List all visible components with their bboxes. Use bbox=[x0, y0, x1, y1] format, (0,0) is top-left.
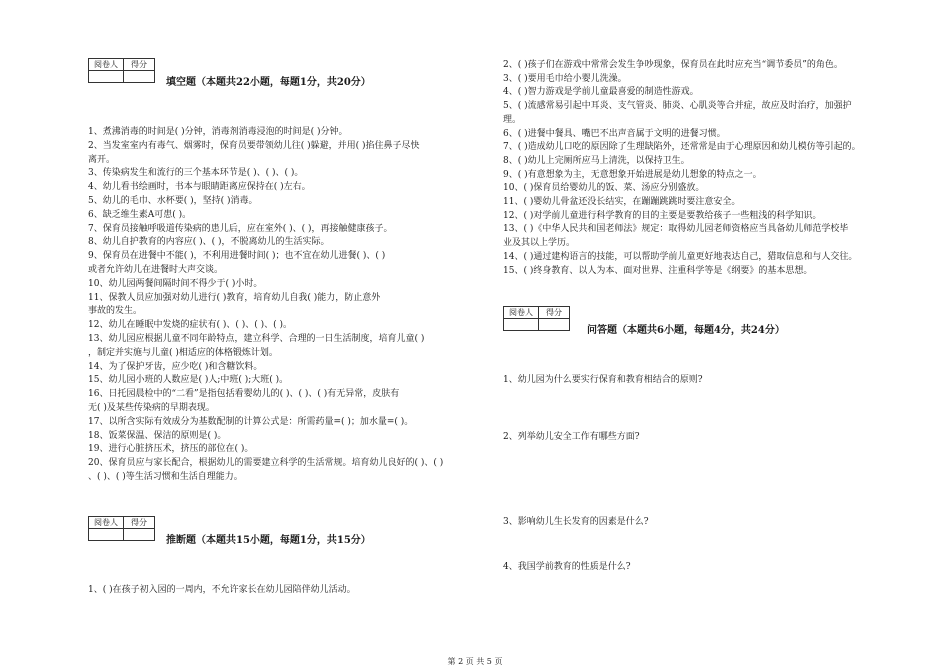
question-line: 4、( )智力游戏是学前儿童最喜爱的制造性游戏。 bbox=[503, 87, 699, 98]
score-box-fill bbox=[88, 58, 155, 83]
question-line: 14、为了保护牙齿，应少吃( )和含糖饮料。 bbox=[88, 361, 263, 372]
qa-question-1: 1、幼儿园为什么要实行保育和教育相结合的原则? bbox=[503, 375, 703, 385]
page-footer: 第 2 页 共 5 页 bbox=[447, 657, 503, 666]
question-line: 10、( )保育员给婴幼儿的饭、菜、汤应分别盛放。 bbox=[503, 183, 705, 194]
question-line: 20、保育员应与家长配合，根据幼儿的需要建立科学的生活常规。培育幼儿良好的( )、( ) bbox=[88, 458, 444, 469]
question-line: 3、( )要用毛巾给小婴儿洗澡。 bbox=[503, 73, 627, 84]
question-line: 1、煮沸消毒的时间是( )分钟，消毒剂消毒浸泡的时间是( )分钟。 bbox=[88, 127, 348, 137]
question-line: 7、保育员接触呼吸道传染病的患儿后，应在室外( )、( )，再接触健康孩子。 bbox=[88, 223, 393, 234]
question-line: 离开。 bbox=[88, 154, 116, 165]
score-box-judge bbox=[88, 516, 155, 541]
question-line: 15、幼儿园小班的人数应是( )人;中班( );大班( )。 bbox=[88, 375, 289, 386]
question-line: 11、( )婴幼儿骨盆还没长结实，在蹦蹦跳跳时要注意安全。 bbox=[503, 197, 741, 207]
question-line: 无( )及某些传染病的早期表现。 bbox=[88, 403, 215, 413]
score-box-grader-label: 阅卷人 bbox=[89, 59, 124, 71]
score-box-score-label: 得分 bbox=[539, 307, 570, 319]
question-line: 理。 bbox=[503, 114, 522, 125]
qa-question-4: 4、我国学前教育的性质是什么? bbox=[503, 562, 631, 572]
qa-question-3: 3、影响幼儿生长发育的因素是什么? bbox=[503, 517, 649, 527]
question-line: 2、( )孩子们在游戏中常常会发生争吵现象，保育员在此时应充当“调节委员”的角色。 bbox=[503, 60, 843, 70]
question-line: 、( )、( )等生活习惯和生活自理能力。 bbox=[88, 472, 243, 482]
question-line: ，制定并实施与儿童( )相适应的体格锻炼计划。 bbox=[88, 347, 278, 358]
question-line: 15、( )终身教育、以人为本、面对世界、注重科学等是《纲要》的基本思想。 bbox=[503, 265, 813, 276]
question-line: 4、幼儿看书绘画时，书本与眼睛距离应保持在( )左右。 bbox=[88, 182, 311, 193]
question-line: 7、( )造成幼儿口吃的原因除了生理缺陷外，还常常是由于心理原因和幼儿模仿等引起的。 bbox=[503, 142, 861, 153]
question-line: 3、传染病发生和流行的三个基本环节是( )、( )、( )。 bbox=[88, 168, 304, 179]
score-box-score-label: 得分 bbox=[124, 517, 155, 529]
score-cell bbox=[124, 529, 155, 541]
question-line: 11、保教人员应加强对幼儿进行( )教育，培育幼儿自我( )能力，防止意外 bbox=[88, 292, 381, 303]
question-line: 6、缺乏维生素A可患( )。 bbox=[88, 209, 192, 220]
question-line: 5、( )流感常易引起中耳炎、支气管炎、肺炎、心肌炎等合并症，故应及时治疗，加强护 bbox=[503, 101, 852, 112]
score-box-grader-label: 阅卷人 bbox=[504, 307, 539, 319]
grader-cell bbox=[89, 529, 124, 541]
question-line: 业及其以上学历。 bbox=[503, 238, 576, 249]
question-line: 10、幼儿园两餐间隔时间不得少于( )小时。 bbox=[88, 278, 263, 289]
question-line: 13、( )《中华人民共和国老师法》规定：取得幼儿园老师资格应当具备幼儿师范学校毕 bbox=[503, 224, 849, 235]
question-line: 9、( )有意想象为主，无意想象开始进展是幼儿想象的特点之一。 bbox=[503, 169, 762, 180]
question-line: 14、( )通过建构语言的技能，可以帮助学前儿童更好地表达自己，猎取信息和与人交往。 bbox=[503, 251, 858, 262]
question-line: 事故的发生。 bbox=[88, 306, 143, 317]
question-line: 或者允许幼儿在进餐时大声交谈。 bbox=[88, 265, 224, 275]
question-line: 12、幼儿在睡眠中发烧的症状有( )、( )、( )、( )。 bbox=[88, 320, 292, 331]
question-line: 17、以所含实际有效成分为基数配制的计算公式是：所需药量=( )；加水量=( )。 bbox=[88, 416, 414, 427]
question-line: 13、幼儿园应根据儿童不同年龄特点，建立科学、合理的一日生活制度，培育儿童( ) bbox=[88, 334, 425, 344]
fill-section-title: 填空题（本题共22小题，每题1分，共20分） bbox=[166, 77, 371, 88]
score-box-qa bbox=[503, 306, 570, 331]
question-line: 16、日托园晨检中的“二看”是指包括看婴幼儿的( )、( )、( )有无异常，皮肤有 bbox=[88, 389, 400, 400]
score-box-score-label: 得分 bbox=[124, 59, 155, 71]
judge-section-title: 推断题（本题共15小题，每题1分，共15分） bbox=[166, 535, 371, 546]
qa-section-title: 问答题（本题共6小题，每题4分，共24分） bbox=[587, 325, 785, 336]
question-line: 5、幼儿的毛巾、水杯要( )，坚持( )消毒。 bbox=[88, 196, 258, 206]
grader-cell bbox=[504, 319, 539, 331]
question-line: 8、( )幼儿上完厕所应马上清洗，以保持卫生。 bbox=[503, 155, 690, 166]
question-line: 9、保育员在进餐中不能( )，不利用进餐时间( )；也不宜在幼儿进餐( )、( ) bbox=[88, 251, 386, 262]
score-cell bbox=[539, 319, 570, 331]
judge-question-1: 1、( )在孩子初入园的一周内，不允许家长在幼儿园陪伴幼儿活动。 bbox=[88, 585, 356, 595]
question-line: 6、( )进餐中餐具、嘴巴不出声音属于文明的进餐习惯。 bbox=[503, 128, 726, 139]
qa-question-2: 2、列举幼儿安全工作有哪些方面? bbox=[503, 432, 640, 442]
question-line: 12、( )对学前儿童进行科学教育的目的主要是要教给孩子一些粗浅的科学知识。 bbox=[503, 210, 822, 221]
question-line: 19、进行心脏挤压术，挤压的部位在( )。 bbox=[88, 444, 254, 455]
question-line: 18、饭菜保温、保洁的原则是( )。 bbox=[88, 430, 227, 441]
grader-cell bbox=[89, 71, 124, 83]
score-cell bbox=[124, 71, 155, 83]
question-line: 8、幼儿自护教育的内容应( )、( )，不脱离幼儿的生活实际。 bbox=[88, 237, 330, 248]
question-line: 2、当发室室内有毒气、烟雾时，保育员要带领幼儿往( )躲避，并用( )掐住鼻子尽快 bbox=[88, 140, 420, 151]
score-box-grader-label: 阅卷人 bbox=[89, 517, 124, 529]
